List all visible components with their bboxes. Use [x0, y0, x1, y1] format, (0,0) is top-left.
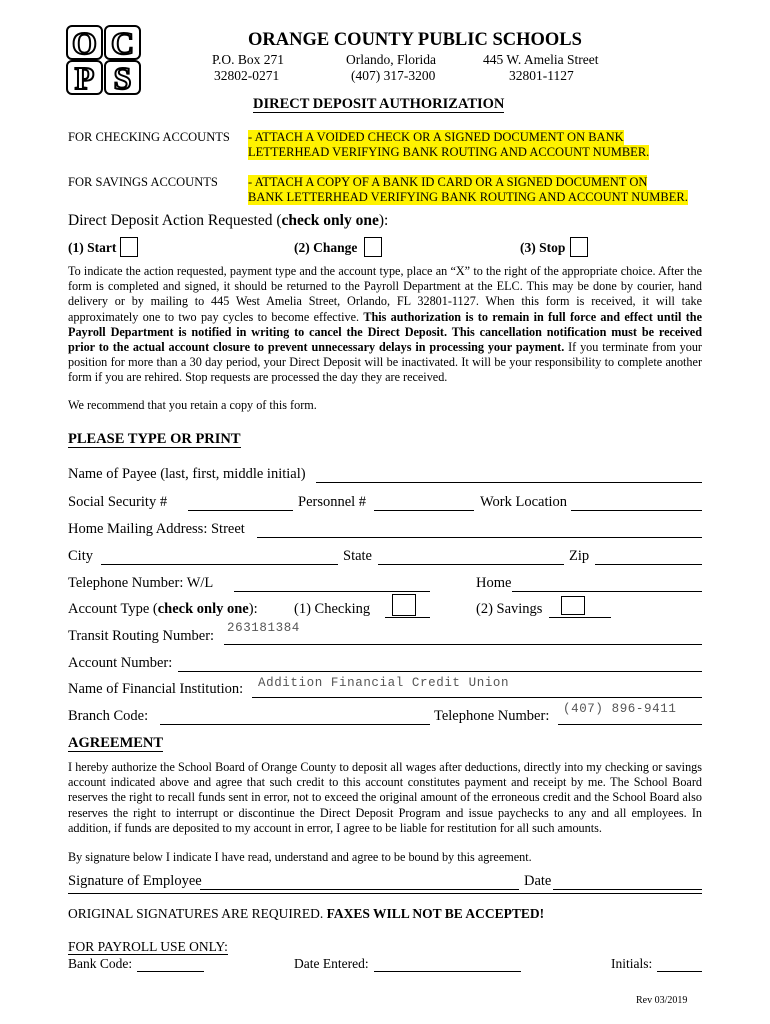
action-heading-pre: Direct Deposit Action Requested (	[68, 212, 282, 229]
branch-phone-label: Telephone Number:	[434, 708, 550, 724]
action-heading	[68, 212, 388, 230]
signature-divider	[68, 893, 702, 894]
account-number-field[interactable]	[178, 657, 702, 672]
checking-requirement-line1: - ATTACH A VOIDED CHECK OR A SIGNED DOCUMENT ON BANK	[248, 130, 624, 144]
savings-accounts-label: FOR SAVINGS ACCOUNTS	[68, 175, 218, 189]
action-start-checkbox[interactable]	[120, 237, 138, 257]
date-entered-label: Date Entered:	[294, 956, 369, 971]
logo-tile-p	[67, 60, 102, 95]
city-field[interactable]	[101, 550, 338, 565]
date-entered-field[interactable]	[374, 957, 521, 972]
savings-checkbox[interactable]	[561, 596, 585, 615]
account-type-post: ):	[248, 601, 258, 617]
account-type-label	[68, 601, 258, 618]
checking-checkbox[interactable]	[392, 594, 416, 616]
city-label: City	[68, 548, 93, 564]
logo-tile-c	[105, 25, 140, 61]
checking-accounts-label: FOR CHECKING ACCOUNTS	[68, 130, 230, 144]
bank-code-field[interactable]	[137, 957, 204, 972]
payee-name-label: Name of Payee (last, first, middle initial)	[68, 466, 306, 482]
telephone-wl-label: Telephone Number: W/L	[68, 575, 214, 591]
account-number-label: Account Number:	[68, 655, 173, 671]
header-phone: (407) 317-3200	[351, 68, 436, 83]
original-signatures-text: ORIGINAL SIGNATURES ARE REQUIRED.	[68, 906, 327, 921]
account-type-bold: check only one	[157, 601, 249, 617]
organization-name: ORANGE COUNTY PUBLIC SCHOOLS	[248, 30, 582, 50]
state-field[interactable]	[378, 550, 564, 565]
personnel-label: Personnel #	[298, 494, 367, 510]
checking-requirement-line2: LETTERHEAD VERIFYING BANK ROUTING AND ACCOUNT NUMBER.	[248, 145, 650, 159]
logo-tile-o	[67, 25, 102, 61]
action-heading-bold: check only one	[281, 212, 379, 229]
instructions-text-b: This authorization is to remain in full force and effect until the Payroll Department is notified in writing to cancel the Direct Deposit. This cancellation notification must be received prior to the actual account closure to prevent unnecessary delays in processing your payment.	[68, 309, 702, 355]
branch-code-field[interactable]	[160, 710, 430, 725]
header-po-zip: 32802-0271	[214, 68, 280, 83]
action-heading-post: ):	[378, 212, 389, 229]
header-street: 445 W. Amelia Street	[483, 52, 599, 67]
type-or-print-heading: PLEASE TYPE OR PRINT	[68, 431, 241, 447]
signatures-notice	[68, 906, 544, 922]
bank-code-label: Bank Code:	[68, 956, 133, 971]
signature-label: Signature of Employee	[68, 873, 202, 889]
payroll-use-heading: FOR PAYROLL USE ONLY:	[68, 939, 228, 954]
no-faxes-text: FAXES WILL NOT BE ACCEPTED!	[326, 906, 545, 921]
savings-requirement-line2: BANK LETTERHEAD VERIFYING BANK ROUTING AND ACCOUNT NUMBER.	[248, 190, 688, 204]
agreement-consent: By signature below I indicate I have read, understand and agree to be bound by this agreement.	[68, 850, 532, 864]
instructions-paragraph	[68, 264, 702, 386]
ssn-label: Social Security #	[68, 494, 168, 510]
zip-field[interactable]	[595, 550, 702, 565]
branch-code-label: Branch Code:	[68, 708, 149, 724]
initials-label: Initials:	[611, 956, 653, 971]
home-phone-label: Home	[476, 575, 512, 591]
logo-letter-s: S	[113, 60, 132, 95]
initials-field[interactable]	[657, 957, 702, 972]
agreement-heading: AGREEMENT	[68, 735, 164, 751]
ocps-logo	[66, 25, 142, 95]
branch-phone-value: (407) 896-9411	[563, 702, 677, 716]
logo-letter-p: P	[74, 60, 95, 95]
header-street-zip: 32801-1127	[509, 68, 574, 83]
header-city: Orlando, Florida	[346, 52, 436, 67]
savings-label: (2) Savings	[476, 601, 543, 617]
financial-institution-label: Name of Financial Institution:	[68, 681, 244, 697]
ssn-field[interactable]	[188, 496, 293, 511]
payee-name-field[interactable]	[316, 468, 702, 483]
zip-label: Zip	[569, 548, 590, 564]
savings-requirement-line1: - ATTACH A COPY OF A BANK ID CARD OR A SIGNED DOCUMENT ON	[248, 175, 648, 189]
action-change-label: (2) Change	[294, 240, 358, 255]
signature-date-label: Date	[524, 873, 552, 889]
revision-date: Rev 03/2019	[636, 995, 688, 1006]
action-change-checkbox[interactable]	[364, 237, 382, 257]
form-title: DIRECT DEPOSIT AUTHORIZATION	[253, 96, 505, 112]
logo-letter-c: C	[110, 25, 135, 61]
instructions-text-c: If you terminate from your position for more than a 30 day period, your Direct Deposit will be inactivated. It will be your responsibility to complete another form if you are rehired. Stop requests are processed the day they are received.	[68, 340, 702, 385]
routing-number-label: Transit Routing Number:	[68, 628, 215, 644]
header-po-box: P.O. Box 271	[212, 52, 285, 67]
work-location-label: Work Location	[480, 494, 568, 510]
personnel-field[interactable]	[374, 496, 474, 511]
retain-copy-note: We recommend that you retain a copy of this form.	[68, 398, 317, 412]
action-stop-label: (3) Stop	[520, 240, 566, 255]
routing-number-value: 263181384	[227, 621, 300, 635]
signature-date-field[interactable]	[553, 875, 702, 890]
checking-label: (1) Checking	[294, 601, 371, 617]
action-stop-checkbox[interactable]	[570, 237, 588, 257]
logo-tile-s	[105, 60, 140, 95]
work-location-field[interactable]	[571, 496, 702, 511]
street-field[interactable]	[257, 523, 702, 538]
home-address-label: Home Mailing Address: Street	[68, 521, 245, 537]
agreement-text: I hereby authorize the School Board of Orange County to deposit all wages after deductions, directly into my checking or savings account indicated above and agree that such credit to this account constitutes payment and receipt by me. The School Board reserves the right to recall funds sent in error, not to exceed the original amount of the erroneous credit and the School Board also reserves the right to interrupt or discontinue the Direct Deposit Program and issue paychecks to any and all employees. In addition, if funds are deposited to my account in error, I agree to be liable for restitution for all such amounts.	[68, 760, 702, 835]
instructions-text-a: To indicate the action requested, payment type and the account type, place an “X” to the right of the appropriate choice. After the form is completed and signed, it should be returned to the Payroll Department at the ELC. This may be done by courier, hand delivery or by mailing to 445 West Amelia Street, Orlando, FL 32801-1127. When this form is received, it will take approximately one to two pay cycles to become effective.	[68, 264, 702, 324]
financial-institution-value: Addition Financial Credit Union	[258, 676, 510, 690]
home-phone-field[interactable]	[512, 577, 702, 592]
telephone-wl-field[interactable]	[234, 577, 430, 592]
signature-field[interactable]	[200, 875, 519, 890]
account-type-pre: Account Type (	[68, 601, 158, 617]
state-label: State	[343, 548, 372, 564]
logo-letter-o: O	[72, 25, 97, 61]
action-start-label: (1) Start	[68, 240, 117, 255]
